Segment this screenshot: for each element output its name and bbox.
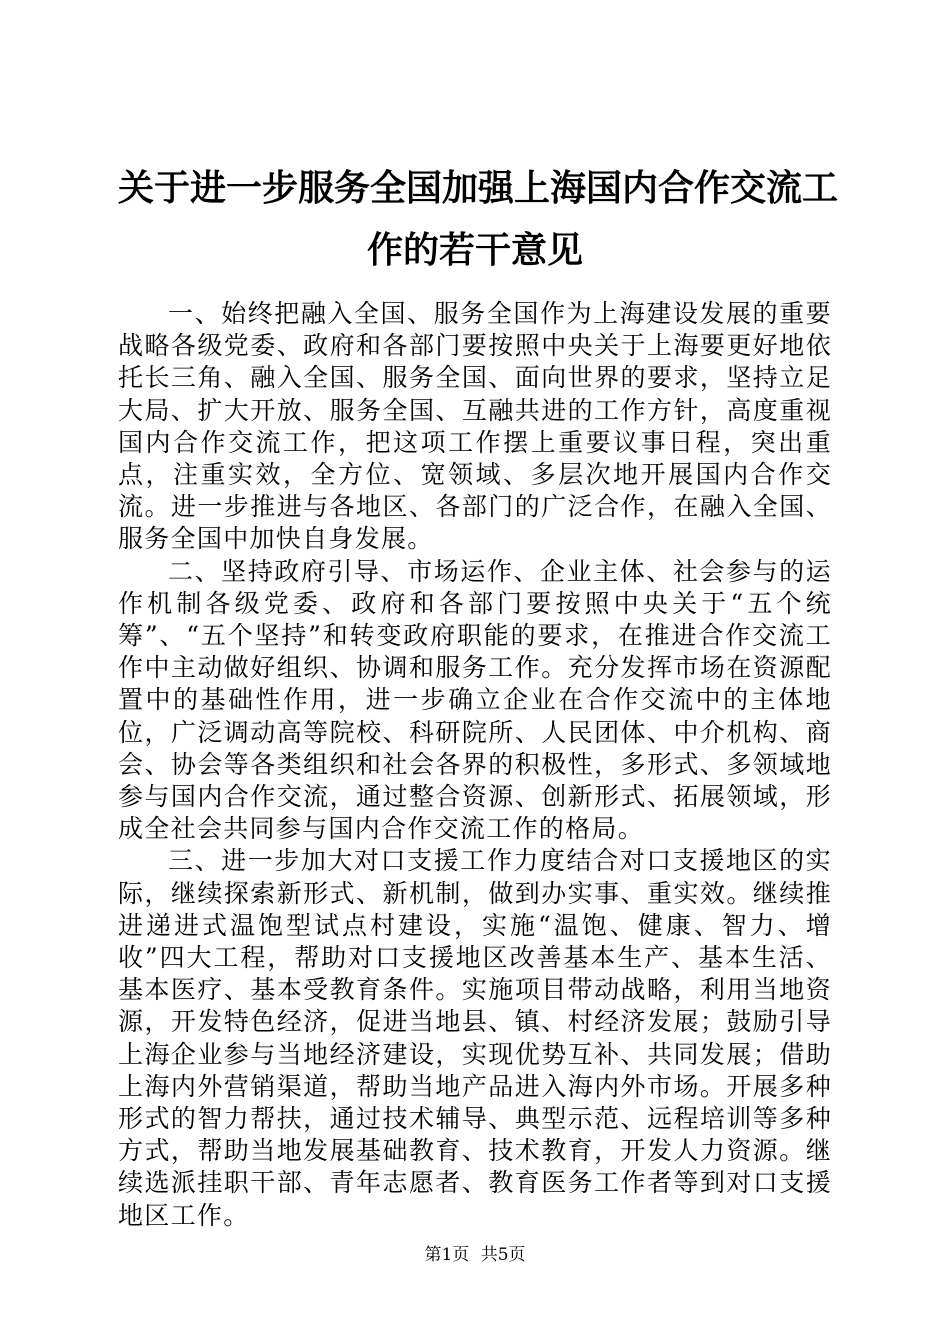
- paragraph-3: 三、进一步加大对口支援工作力度结合对口支援地区的实际，继续探索新形式、新机制，做到办实事、重实效。继续推进递进式温饱型试点村建设，实施“温饱、健康、智力、增收”四大工程，帮助对口支援地区改善基本生产、基本生活、基本医疗、基本受教育条件。实施项目带动战略，利用当地资源，开发特色经济，促进当地县、镇、村经济发展；鼓励引导上海企业参与当地经济建设，实现优势互补、共同发展；借助上海内外营销渠道，帮助当地产品进入海内外市场。开展多种形式的智力帮扶，通过技术辅导、典型示范、远程培训等多种方式，帮助当地发展基础教育、技术教育，开发人力资源。继续选派挂职干部、青年志愿者、教育医务工作者等到对口支援地区工作。: [118, 846, 832, 1230]
- document-title: [118, 158, 839, 282]
- title-line-1: 关于进一步服务全国加强上海国内合作交流工: [118, 168, 839, 209]
- title-line-2: 作的若干意见: [366, 230, 583, 271]
- paragraph-2: 二、坚持政府引导、市场运作、企业主体、社会参与的运作机制各级党委、政府和各部门要按照中央关于“五个统筹”、“五个坚持”和转变政府职能的要求，在推进合作交流工作中主动做好组织、协调和服务工作。充分发挥市场在资源配置中的基础性作用，进一步确立企业在合作交流中的主体地位，广泛调动高等院校、科研院所、人民团体、中介机构、商会、协会等各类组织和社会各界的积极性，多形式、多领域地参与国内合作交流，通过整合资源、创新形式、拓展领域，形成全社会共同参与国内合作交流工作的格局。: [118, 556, 832, 844]
- document-body: [118, 298, 832, 1232]
- paragraph-1: 一、始终把融入全国、服务全国作为上海建设发展的重要战略各级党委、政府和各部门要按照中央关于上海要更好地依托长三角、融入全国、服务全国、面向世界的要求，坚持立足大局、扩大开放、服务全国、互融共进的工作方针，高度重视国内合作交流工作，把这项工作摆上重要议事日程，突出重点，注重实效，全方位、宽领域、多层次地开展国内合作交流。进一步推进与各地区、各部门的广泛合作，在融入全国、服务全国中加快自身发展。: [118, 299, 832, 554]
- page-total: 共5页: [480, 1245, 526, 1265]
- page-footer: [0, 1244, 950, 1266]
- page-number: 第1页: [424, 1245, 470, 1265]
